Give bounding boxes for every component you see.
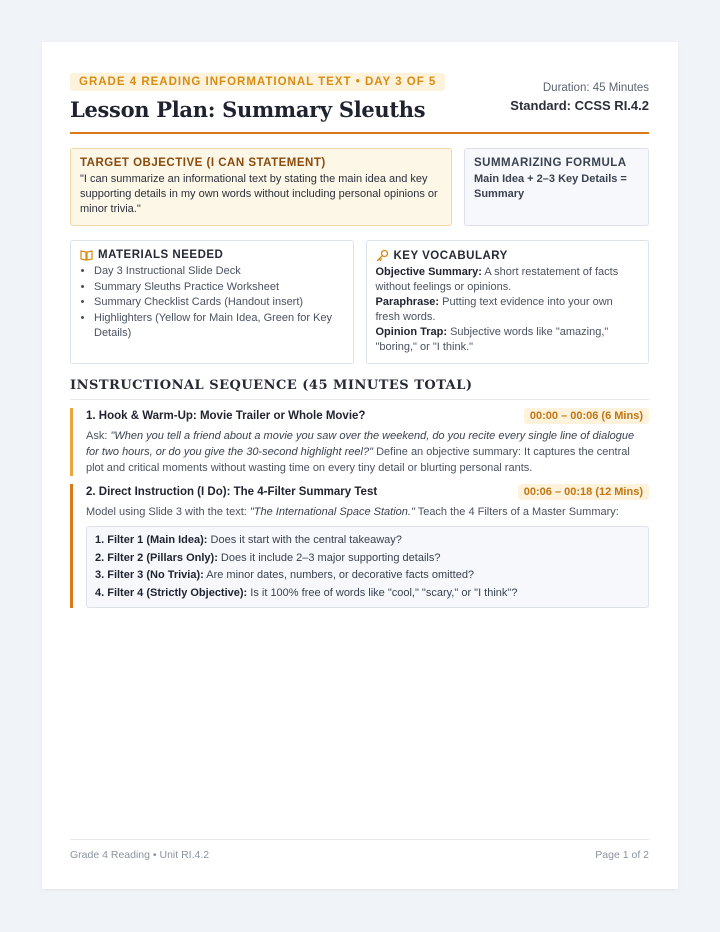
step-description [86, 504, 649, 520]
materials-list [80, 264, 344, 342]
grade-badge: GRADE 4 READING INFORMATIONAL TEXT • DAY 3 OF 5 [70, 73, 445, 91]
vocab-term [376, 295, 640, 324]
duration-label: Duration: 45 Minutes [542, 82, 649, 94]
objective-text: "I can summarize an informational text by stating the main idea and key supporting details in my own words without including personal opinions or minor trivia." [80, 173, 438, 215]
materials-header [80, 249, 344, 261]
term-definition: A short restatement of facts without feelings or opinions. [375, 266, 619, 293]
footer-unit: Grade 4 Reading • Unit RI.4.2 [70, 849, 210, 861]
step-suffix: Teach the 4 Filters of a Master Summary: [414, 506, 619, 518]
step-quote: "The International Space Station." [249, 506, 415, 518]
formula-heading: SUMMARIZING FORMULA [474, 157, 627, 169]
term-label: Opinion Trap: [375, 326, 447, 338]
objective-row [70, 148, 649, 226]
time-badge: 00:06 – 00:18 (12 Mins) [518, 484, 649, 500]
step-prefix: Ask: [86, 430, 111, 442]
sequence-step-1 [70, 408, 649, 476]
step-description [86, 428, 649, 476]
filter-label: 3. Filter 3 (No Trivia): [95, 569, 204, 581]
term-label: Objective Summary: [375, 266, 482, 278]
filter-label: 4. Filter 4 (Strictly Objective): [95, 586, 248, 599]
step-prefix: Model using Slide 3 with the text: [86, 506, 250, 518]
materials-vocab-row [70, 240, 649, 364]
sequence-step-2 [70, 484, 649, 608]
objective-card [70, 148, 452, 226]
time-badge: 00:00 – 00:06 (6 Mins) [524, 408, 649, 424]
formula-card [464, 148, 649, 226]
term-definition: Subjective words like "amazing," "boring," or "I think." [375, 326, 609, 353]
vocabulary-heading: KEY VOCABULARY [393, 249, 508, 262]
header-divider [70, 132, 649, 134]
page-footer [70, 839, 649, 861]
book-icon [80, 249, 93, 261]
vocab-term [376, 325, 640, 354]
page-content [70, 72, 649, 608]
list-item: • Summary Checklist Cards (Handout insert) [94, 295, 344, 311]
sequence-heading: INSTRUCTIONAL SEQUENCE (45 MINUTES TOTAL) [70, 378, 649, 400]
filter-item [95, 532, 640, 550]
materials-heading: MATERIALS NEEDED [98, 249, 224, 261]
term-definition: Putting text evidence into your own fresh words. [375, 296, 613, 323]
filter-text: Does it start with the central takeaway? [207, 534, 402, 546]
filter-text: Are minor dates, numbers, or decorative facts omitted? [203, 569, 475, 581]
lesson-meta [510, 82, 649, 113]
key-icon [376, 249, 389, 262]
list-item: • Summary Sleuths Practice Worksheet [94, 280, 344, 296]
materials-card [70, 240, 354, 364]
objective-heading: TARGET OBJECTIVE (I CAN STATEMENT) [80, 157, 326, 169]
filters-box [86, 526, 649, 608]
step-header [86, 408, 649, 424]
vocabulary-card [366, 240, 650, 364]
step-title: 2. Direct Instruction (I Do): The 4-Filter Summary Test [86, 486, 378, 498]
filter-text: Is it 100% free of words like "cool," "scary," or "I think"? [247, 586, 518, 599]
filter-label: 2. Filter 2 (Pillars Only): [95, 551, 218, 564]
step-suffix: Define an objective summary: It captures the central plot and critical moments without wasting time on every tiny detail or blurting personal rants. [86, 446, 630, 474]
formula-text: Main Idea + 2–3 Key Details = Summary [474, 173, 627, 200]
filter-text: Does it include 2–3 major supporting details? [217, 551, 441, 564]
step-quote: "When you tell a friend about a movie you saw over the weekend, do you recite every single line of dialogue for two hours, or do you give the 30-second highlight reel?" [86, 430, 635, 458]
page-number: Page 1 of 2 [595, 849, 649, 861]
vocab-term [376, 265, 640, 294]
list-item: • Day 3 Instructional Slide Deck [94, 264, 344, 280]
standard-label: Standard: CCSS RI.4.2 [510, 98, 649, 113]
step-header [86, 484, 649, 500]
list-item: • Highlighters (Yellow for Main Idea, Green for Key Details) [94, 311, 344, 342]
page-title: Lesson Plan: Summary Sleuths [70, 97, 426, 122]
lesson-plan-page [42, 42, 678, 889]
term-label: Paraphrase: [375, 296, 440, 308]
header [70, 72, 649, 134]
step-title: 1. Hook & Warm-Up: Movie Trailer or Whole Movie? [86, 410, 366, 422]
filter-item [95, 550, 640, 568]
filter-item [95, 585, 640, 603]
filter-label: 1. Filter 1 (Main Idea): [95, 534, 208, 546]
vocabulary-header [376, 249, 640, 262]
filter-item [95, 567, 640, 585]
